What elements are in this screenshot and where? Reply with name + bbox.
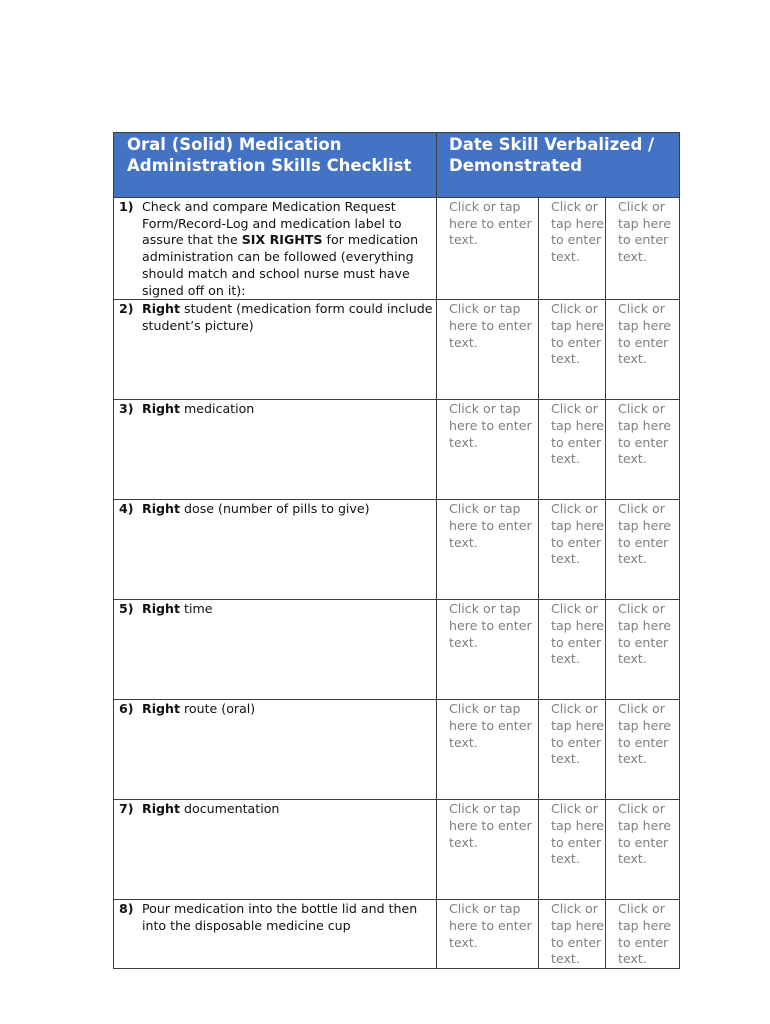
step-item bbox=[114, 400, 436, 418]
step-text-emphasis: Right bbox=[142, 501, 181, 517]
step-text-emphasis: SIX RIGHTS bbox=[241, 232, 323, 248]
date-entry-field[interactable] bbox=[437, 300, 539, 400]
step-number: 1) bbox=[119, 199, 134, 214]
date-entry-placeholder[interactable]: Click or tap here to enter text. bbox=[449, 301, 532, 350]
date-entry-field[interactable] bbox=[539, 198, 606, 300]
step-text bbox=[142, 199, 436, 299]
date-entry-field[interactable] bbox=[437, 900, 539, 969]
checklist-row bbox=[114, 198, 680, 300]
date-entry-placeholder[interactable]: Click or tap here to enter text. bbox=[449, 901, 532, 950]
step-text bbox=[142, 701, 436, 718]
date-entry-field[interactable] bbox=[437, 800, 539, 900]
step-text-rest: documentation bbox=[180, 801, 280, 817]
step-number: 8) bbox=[119, 901, 134, 917]
step-text bbox=[142, 801, 436, 818]
date-entry-field[interactable] bbox=[437, 500, 539, 600]
date-entry-field[interactable] bbox=[606, 700, 680, 800]
step-cell bbox=[114, 900, 437, 969]
date-entry-field[interactable] bbox=[539, 500, 606, 600]
step-cell bbox=[114, 500, 437, 600]
date-entry-field[interactable] bbox=[437, 700, 539, 800]
date-entry-placeholder[interactable]: Click or tap here to enter text. bbox=[449, 701, 532, 750]
step-cell bbox=[114, 300, 437, 400]
date-entry-placeholder[interactable]: Click or tap here to enter text. bbox=[618, 501, 672, 567]
date-entry-field[interactable] bbox=[539, 800, 606, 900]
step-text-lead: Check and compare Medication Request Form/Record-Log and medication label to assure that the bbox=[142, 199, 402, 248]
skills-checklist-table bbox=[113, 132, 680, 969]
step-number: 3) bbox=[119, 401, 134, 417]
date-entry-placeholder[interactable]: Click or tap here to enter text. bbox=[551, 501, 605, 567]
step-text-rest: medication bbox=[180, 401, 255, 417]
step-item bbox=[114, 900, 436, 934]
date-entry-field[interactable] bbox=[606, 900, 680, 969]
checklist-title: Oral (Solid) Medication Administration Skills Checklist bbox=[114, 133, 437, 198]
date-entry-placeholder[interactable]: Click or tap here to enter text. bbox=[618, 901, 672, 967]
checklist-row bbox=[114, 400, 680, 500]
step-item bbox=[114, 300, 436, 334]
date-entry-placeholder[interactable]: Click or tap here to enter text. bbox=[551, 801, 605, 867]
date-entry-field[interactable] bbox=[539, 700, 606, 800]
date-entry-field[interactable] bbox=[606, 198, 680, 300]
date-entry-field[interactable] bbox=[606, 400, 680, 500]
step-item bbox=[114, 500, 436, 518]
date-entry-placeholder[interactable]: Click or tap here to enter text. bbox=[449, 401, 532, 450]
step-number: 7) bbox=[119, 801, 134, 817]
step-text-rest: student (medication form could include student’s picture) bbox=[142, 301, 433, 333]
step-cell bbox=[114, 700, 437, 800]
date-entry-placeholder[interactable]: Click or tap here to enter text. bbox=[449, 601, 532, 650]
step-text-rest: time bbox=[180, 601, 213, 617]
step-text bbox=[142, 401, 436, 418]
checklist-row bbox=[114, 700, 680, 800]
checklist-row bbox=[114, 600, 680, 700]
header-row bbox=[114, 133, 680, 198]
step-text bbox=[142, 601, 436, 618]
step-cell bbox=[114, 800, 437, 900]
date-entry-placeholder[interactable]: Click or tap here to enter text. bbox=[551, 301, 605, 367]
step-text-emphasis: Right bbox=[142, 301, 181, 317]
date-entry-placeholder[interactable]: Click or tap here to enter text. bbox=[618, 701, 672, 767]
date-entry-field[interactable] bbox=[539, 400, 606, 500]
date-entry-field[interactable] bbox=[606, 300, 680, 400]
date-entry-field[interactable] bbox=[539, 900, 606, 969]
step-item bbox=[114, 198, 436, 299]
step-text-rest: dose (number of pills to give) bbox=[180, 501, 370, 517]
date-entry-field[interactable] bbox=[437, 400, 539, 500]
step-number: 4) bbox=[119, 501, 134, 517]
date-entry-placeholder[interactable]: Click or tap here to enter text. bbox=[618, 401, 672, 467]
step-number: 2) bbox=[119, 301, 134, 317]
step-item bbox=[114, 700, 436, 718]
step-cell bbox=[114, 400, 437, 500]
step-text bbox=[142, 501, 436, 518]
date-entry-placeholder[interactable]: Click or tap here to enter text. bbox=[618, 601, 672, 667]
date-entry-placeholder[interactable]: Click or tap here to enter text. bbox=[449, 801, 532, 850]
step-text bbox=[142, 301, 436, 334]
date-entry-field[interactable] bbox=[437, 198, 539, 300]
date-entry-placeholder[interactable]: Click or tap here to enter text. bbox=[618, 801, 672, 867]
checklist-row bbox=[114, 800, 680, 900]
date-entry-field[interactable] bbox=[606, 800, 680, 900]
step-text-emphasis: Right bbox=[142, 401, 181, 417]
date-entry-placeholder[interactable]: Click or tap here to enter text. bbox=[551, 199, 605, 265]
date-entry-field[interactable] bbox=[606, 500, 680, 600]
date-entry-placeholder[interactable]: Click or tap here to enter text. bbox=[551, 601, 605, 667]
date-entry-placeholder[interactable]: Click or tap here to enter text. bbox=[618, 301, 672, 367]
step-text-rest: route (oral) bbox=[180, 701, 256, 717]
step-number: 5) bbox=[119, 601, 134, 617]
step-number: 6) bbox=[119, 701, 134, 717]
checklist-row bbox=[114, 900, 680, 969]
step-cell bbox=[114, 198, 437, 300]
step-item bbox=[114, 800, 436, 818]
date-entry-placeholder[interactable]: Click or tap here to enter text. bbox=[618, 199, 672, 265]
step-text-lead: Pour medication into the bottle lid and then into the disposable medicine cup bbox=[142, 901, 418, 933]
step-text-emphasis: Right bbox=[142, 701, 181, 717]
date-entry-placeholder[interactable]: Click or tap here to enter text. bbox=[449, 199, 532, 248]
step-text-emphasis: Right bbox=[142, 601, 181, 617]
checklist-row bbox=[114, 500, 680, 600]
date-entry-placeholder[interactable]: Click or tap here to enter text. bbox=[551, 401, 605, 467]
date-entry-field[interactable] bbox=[539, 300, 606, 400]
checklist-row bbox=[114, 300, 680, 400]
step-text-rest: for medication administration can be followed (everything should match and school nurse must have signed off on it): bbox=[142, 232, 419, 298]
date-entry-field[interactable] bbox=[539, 600, 606, 700]
date-entry-field[interactable] bbox=[437, 600, 539, 700]
date-entry-placeholder[interactable]: Click or tap here to enter text. bbox=[551, 901, 605, 967]
step-text-emphasis: Right bbox=[142, 801, 181, 817]
step-item bbox=[114, 600, 436, 618]
step-cell bbox=[114, 600, 437, 700]
step-text bbox=[142, 901, 436, 934]
date-entry-field[interactable] bbox=[606, 600, 680, 700]
date-entry-placeholder[interactable]: Click or tap here to enter text. bbox=[551, 701, 605, 767]
date-entry-placeholder[interactable]: Click or tap here to enter text. bbox=[449, 501, 532, 550]
date-column-header: Date Skill Verbalized / Demonstrated bbox=[437, 133, 680, 198]
